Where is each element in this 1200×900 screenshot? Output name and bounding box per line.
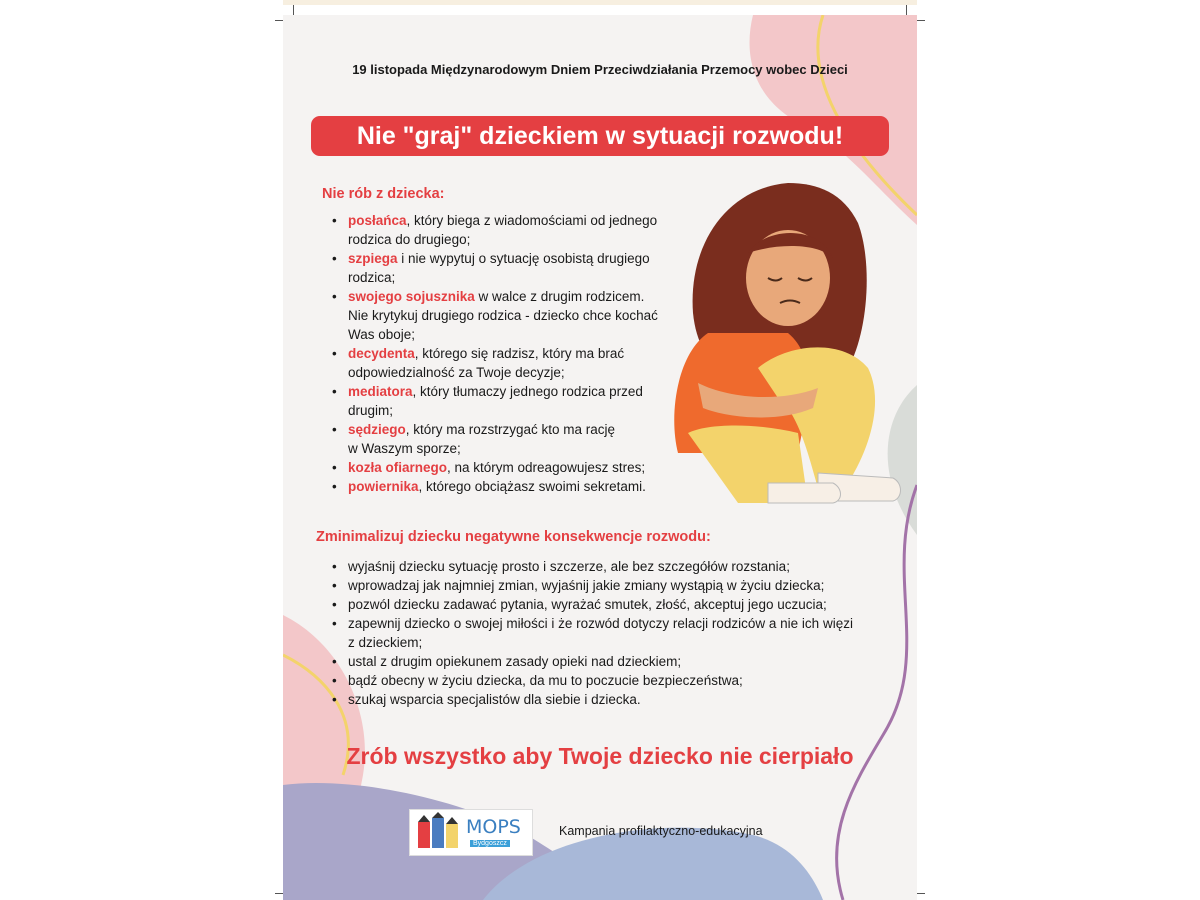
sad-girl-illustration [668, 183, 917, 523]
top-band [283, 0, 917, 5]
logo-text: MOPS [466, 816, 521, 838]
poster-title: Nie "graj" dzieckiem w sytuacji rozwodu! [311, 116, 889, 156]
section1-list [331, 211, 671, 496]
list-item: • kozła ofiarnego, na którym odreagowujesz stres; [331, 458, 671, 477]
list-item: • szukaj wsparcia specjalistów dla siebie i dziecka. [331, 690, 871, 709]
list-item: • szpiega i nie wypytuj o sytuację osobistą drugiego rodzica; [331, 249, 671, 287]
list-item: • ustal z drugim opiekunem zasady opieki nad dzieckiem; [331, 652, 871, 671]
list-item: • pozwól dziecku zadawać pytania, wyrażać smutek, złość, akceptuj jego uczucia; [331, 595, 871, 614]
list-item: • decydenta, którego się radzisz, który ma brać odpowiedzialność za Twoje decyzje; [331, 344, 671, 382]
list-item: • sędziego, który ma rozstrzygać kto ma rację w Waszym sporze; [331, 420, 671, 458]
list-item: • zapewnij dziecko o swojej miłości i że rozwód dotyczy relacji rodziców a nie ich więzi z dzieckiem; [331, 614, 871, 652]
list-item: • bądź obecny w życiu dziecka, da mu to poczucie bezpieczeństwa; [331, 671, 871, 690]
list-item: • mediatora, który tłumaczy jednego rodzica przed drugim; [331, 382, 671, 420]
campaign-label: Kampania profilaktyczno-edukacyjna [559, 824, 763, 838]
list-item: • wyjaśnij dziecku sytuację prosto i szczerze, ale bez szczegółów rozstania; [331, 557, 871, 576]
crop-mark [293, 5, 294, 15]
mops-logo [409, 809, 533, 856]
crop-mark [916, 20, 925, 21]
logo-subtext: Bydgoszcz [470, 840, 510, 847]
poster [283, 15, 917, 900]
crop-mark [906, 5, 907, 15]
list-item: • posłańca, który biega z wiadomościami od jednego rodzica do drugiego; [331, 211, 671, 249]
section2-heading: Zminimalizuj dziecku negatywne konsekwencje rozwodu: [316, 529, 711, 545]
list-item: • powiernika, którego obciążasz swoimi sekretami. [331, 477, 671, 496]
list-item: • wprowadzaj jak najmniej zmian, wyjaśnij jakie zmiany wystąpią w życiu dziecka; [331, 576, 871, 595]
list-item: • swojego sojusznika w walce z drugim rodzicem. Nie krytykuj drugiego rodzica - dziecko chce kochać Was oboje; [331, 287, 671, 344]
event-subtitle: 19 listopada Międzynarodowym Dniem Przeciwdziałania Przemocy wobec Dzieci [352, 62, 848, 77]
crop-mark [916, 893, 925, 894]
section2-list [331, 557, 871, 709]
section1-heading: Nie rób z dziecka: [322, 186, 445, 202]
closing-slogan: Zrób wszystko aby Twoje dziecko nie cierpiało [346, 743, 854, 769]
